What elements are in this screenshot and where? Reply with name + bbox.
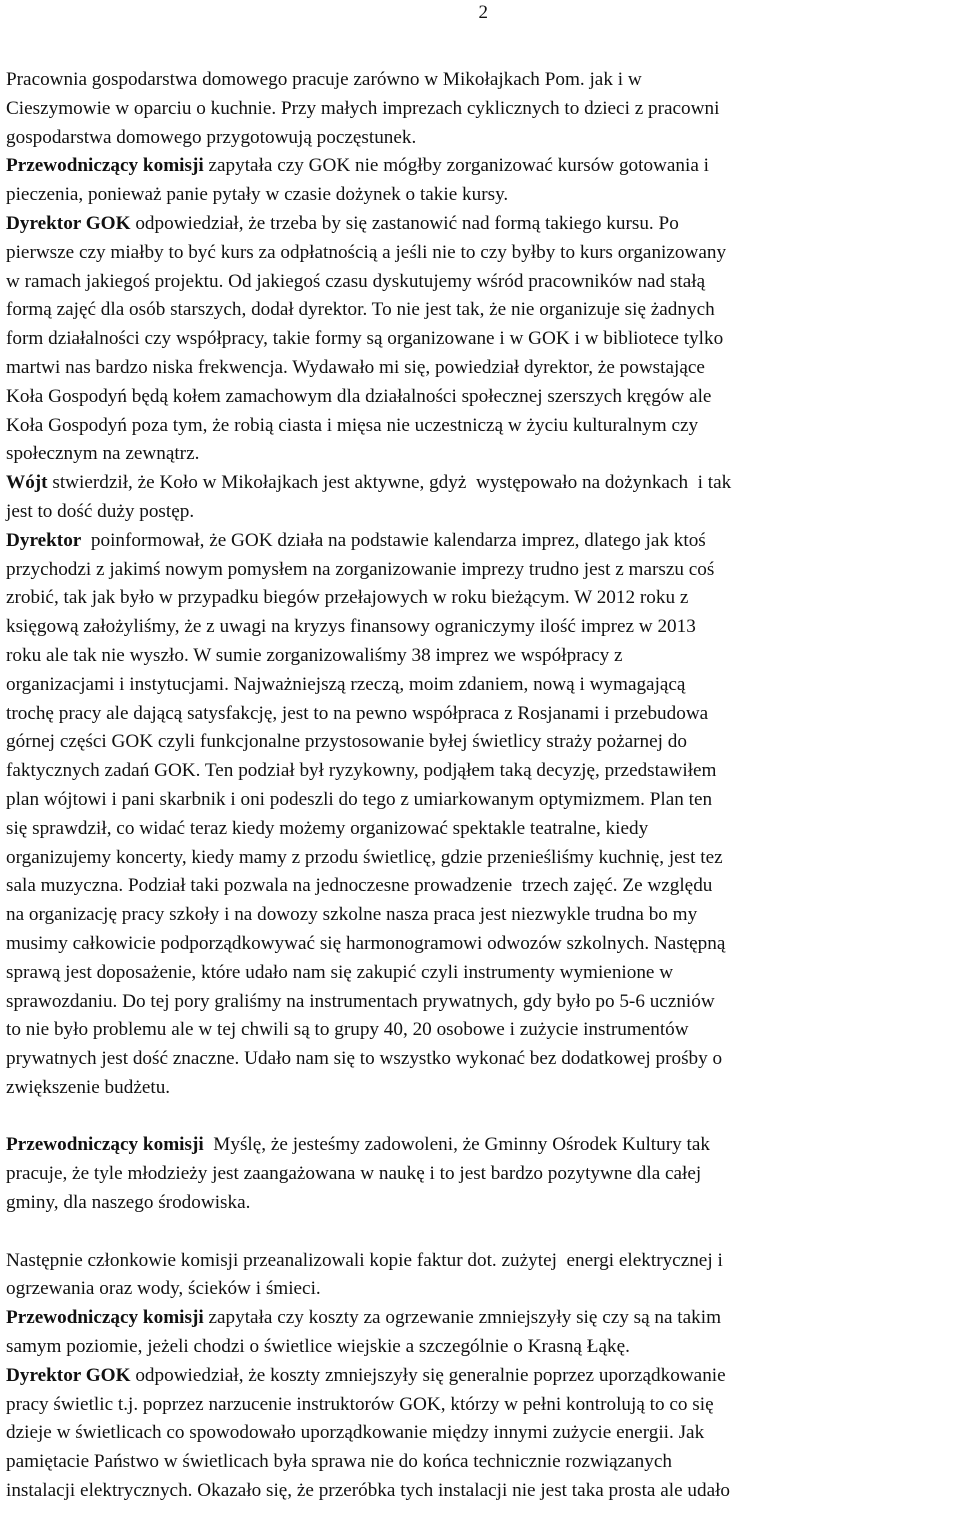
text-line (6, 786, 956, 815)
text-line (6, 1247, 956, 1276)
text-run: stwierdził, że Koło w Mikołajkach jest aktywne, gdyż występowało na dożynkach i tak (47, 472, 732, 494)
text-line (6, 95, 956, 124)
text-line (6, 1074, 956, 1103)
text-run: zapytała czy GOK nie mógłby zorganizować kursów gotowania i (203, 155, 709, 177)
text-run: jest to dość duży postęp. (6, 500, 195, 522)
speaker-name: Wójt (6, 472, 48, 494)
text-line (6, 642, 956, 671)
text-run: organizujemy koncerty, kiedy mamy z przodu świetlicę, gdzie przenieśliśmy kuchnię, jest tez (6, 846, 723, 868)
speaker-name: Dyrektor GOK (6, 212, 131, 234)
text-line (6, 469, 956, 498)
text-run: odpowiedział, że koszty zmniejszyły się generalnie poprzez uporządkowanie (130, 1364, 726, 1386)
text-run: pracuje, że tyle młodzieży jest zaangażowana w naukę i to jest bardzo pozytywne dla całej (6, 1163, 702, 1185)
text-line (6, 412, 956, 441)
speaker-name: Dyrektor GOK (6, 1364, 131, 1386)
text-line (6, 757, 956, 786)
text-line (6, 181, 956, 210)
text-run: poinformował, że GOK działa na podstawie kalendarza imprez, dlatego jak ktoś (81, 529, 706, 551)
text-run: to nie było problemu ale w tej chwili są to grupy 40, 20 osobowe i zużycie instrumentów (6, 1019, 689, 1041)
text-run: pierwsze czy miałby to być kurs za odpłatnością a jeśli nie to czy byłby to kurs organizowany (6, 241, 727, 263)
text-line (6, 584, 956, 613)
text-line (6, 1391, 956, 1420)
text-line (6, 1131, 956, 1160)
text-line (6, 498, 956, 527)
text-line (6, 1275, 956, 1304)
text-run: księgową założyliśmy, że z uwagi na kryzys finansowy ograniczymy ilość imprez w 2013 (6, 616, 696, 638)
text-run: martwi nas bardzo niska frekwencja. Wydawało mi się, powiedział dyrektor, że powstające (6, 356, 705, 378)
text-run: dzieje w świetlicach co spowodowało uporządkowanie między innymi zużycie energii. Jak (6, 1422, 705, 1444)
text-line (6, 325, 956, 354)
text-run: sala muzyczna. Podział taki pozwala na jednoczesne prowadzenie trzech zajęć. Ze względu (6, 875, 713, 897)
text-line (6, 152, 956, 181)
text-run: faktycznych zadań GOK. Ten podział był ryzykowny, podjąłem taką decyzję, przedstawiłem (6, 760, 717, 782)
text-line (6, 1448, 956, 1477)
text-line (6, 613, 956, 642)
page-number: 2 (478, 2, 488, 23)
text-run: w ramach jakiegoś projektu. Od jakiegoś czasu dyskutujemy wśród pracowników nad stałą (6, 270, 706, 292)
text-line (6, 959, 956, 988)
text-run: odpowiedział, że trzeba by się zastanowić nad formą takiego kursu. Po (130, 212, 679, 234)
text-run: plan wójtowi i pani skarbnik i oni podeszli do tego z umiarkowanym optymizmem. Plan ten (6, 788, 713, 810)
text-run: zrobić, tak jak było w przypadku biegów przełajowych w roku bieżącym. W 2012 roku z (6, 587, 689, 609)
text-run: zapytała czy koszty za ogrzewanie zmniejszyły się czy są na takim (203, 1307, 722, 1329)
text-line (6, 556, 956, 585)
text-run: ogrzewania oraz wody, ścieków i śmieci. (6, 1278, 321, 1300)
text-run: Myślę, że jesteśmy zadowoleni, że Gminny Ośrodek Kultury tak (203, 1134, 710, 1156)
text-run: pracy świetlic t.j. poprzez narzucenie instruktorów GOK, którzy w pełni kontrolują to co się (6, 1393, 714, 1415)
text-line (6, 815, 956, 844)
text-run: instalacji elektrycznych. Okazało się, że przeróbka tych instalacji nie jest taka prosta ale udało (6, 1480, 731, 1502)
text-line (6, 1304, 956, 1333)
text-run: musimy całkowicie podporządkowywać się harmonogramowi odwozów szkolnych. Następną (6, 932, 726, 954)
text-line (6, 1419, 956, 1448)
text-line (6, 527, 956, 556)
text-run: górnej części GOK czyli funkcjonalne przystosowanie byłej świetlicy straży pożarnej do (6, 731, 687, 753)
text-line (6, 901, 956, 930)
text-line (6, 354, 956, 383)
text-line (6, 1189, 956, 1218)
text-run: Koła Gospodyń poza tym, że robią ciasta i mięsa nie uczestniczą w życiu kulturalnym czy (6, 414, 699, 436)
text-run: się sprawdził, co widać teraz kiedy możemy organizować spektakle teatralne, kiedy (6, 817, 649, 839)
text-line (6, 844, 956, 873)
speaker-name: Dyrektor (6, 529, 82, 551)
speaker-name: Przewodniczący komisji (6, 1134, 204, 1156)
text-line (6, 210, 956, 239)
text-line (6, 728, 956, 757)
text-run: Następnie członkowie komisji przeanalizowali kopie faktur dot. zużytej energi elektrycznej i (6, 1249, 723, 1271)
text-line (6, 124, 956, 153)
text-run: pieczenia, ponieważ panie pytały w czasie dożynek o takie kursy. (6, 184, 509, 206)
text-run: pamiętacie Państwo w świetlicach była sprawa nie do końca technicznie rozwiązanych (6, 1451, 672, 1473)
speaker-name: Przewodniczący komisji (6, 1307, 204, 1329)
text-run: samym poziomie, jeżeli chodzi o świetlice wiejskie a szczególnie o Krasną Łąkę. (6, 1336, 630, 1358)
text-run: przychodzi z jakimś nowym pomysłem na zorganizowanie imprezy trudno jest z marszu coś (6, 558, 715, 580)
text-line (6, 296, 956, 325)
text-line (6, 440, 956, 469)
text-line (6, 930, 956, 959)
text-run: roku ale tak nie wyszło. W sumie zorganizowaliśmy 38 imprez we współpracy z (6, 644, 623, 666)
text-line (6, 1160, 956, 1189)
text-line (6, 988, 956, 1017)
document-body (6, 66, 956, 1506)
text-run: na organizację pracy szkoły i na dowozy szkolne nasza praca jest niezwykle trudna bo my (6, 904, 698, 926)
text-run: gospodarstwa domowego przygotowują poczęstunek. (6, 126, 417, 148)
text-line (6, 66, 956, 95)
text-line (6, 700, 956, 729)
text-run: społecznym na zewnątrz. (6, 443, 200, 465)
text-run: form działalności czy współpracy, takie formy są organizowane i w GOK i w bibliotece tylko (6, 328, 724, 350)
text-line (6, 268, 956, 297)
text-run: sprawą jest doposażenie, które udało nam się zakupić czyli instrumenty wymienione w (6, 961, 674, 983)
text-line (6, 1016, 956, 1045)
text-run: Koła Gospodyń będą kołem zamachowym dla działalności społecznej szerszych kręgów ale (6, 385, 712, 407)
text-line (6, 1045, 956, 1074)
text-run: gminy, dla naszego środowiska. (6, 1192, 251, 1214)
paragraph-gap (6, 1218, 956, 1247)
text-run: prywatnych jest dość znaczne. Udało nam się to wszystko wykonać bez dodatkowej prośby o (6, 1048, 723, 1070)
paragraph-gap (6, 1103, 956, 1132)
text-run: organizacjami i instytucjami. Najważniejszą rzeczą, moim zdaniem, nową i wymagającą (6, 673, 686, 695)
text-run: Pracownia gospodarstwa domowego pracuje zarówno w Mikołajkach Pom. jak i w (6, 69, 642, 90)
speaker-name: Przewodniczący komisji (6, 155, 204, 177)
text-line (6, 239, 956, 268)
text-run: Cieszymowie w oparciu o kuchnie. Przy małych imprezach cyklicznych to dzieci z pracowni (6, 97, 720, 119)
text-line (6, 383, 956, 412)
text-line (6, 671, 956, 700)
text-run: zwiększenie budżetu. (6, 1076, 171, 1098)
text-run: sprawozdaniu. Do tej pory graliśmy na instrumentach prywatnych, gdy było po 5-6 uczniów (6, 990, 715, 1012)
text-line (6, 1477, 956, 1506)
text-run: formą zajęć dla osób starszych, dodał dyrektor. To nie jest tak, że nie organizuje się żadnych (6, 299, 715, 321)
text-line (6, 1362, 956, 1391)
text-line (6, 872, 956, 901)
text-run: trochę pracy ale dającą satysfakcję, jest to na pewno współpraca z Rosjanami i przebudowa (6, 702, 709, 724)
text-line (6, 1333, 956, 1362)
